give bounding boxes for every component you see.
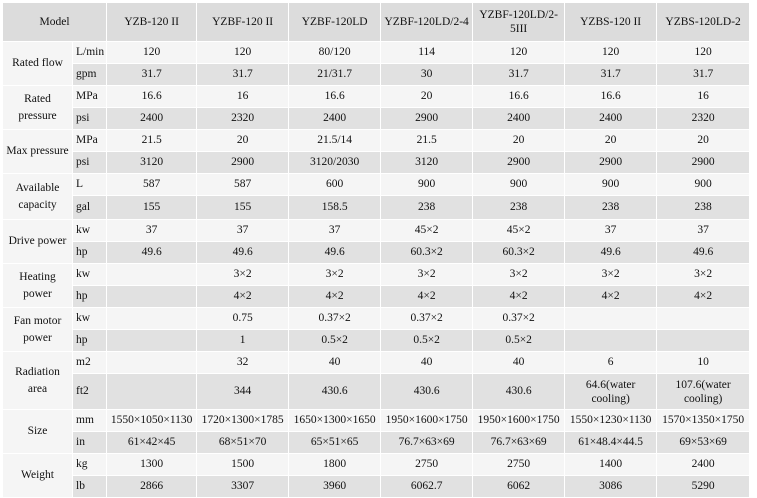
value-cell: 21/31.7 xyxy=(289,64,381,86)
value-cell: 4×2 xyxy=(289,286,381,308)
value-cell: 31.7 xyxy=(657,64,750,86)
unit-cell: kw xyxy=(73,264,107,286)
value-cell: 21.5 xyxy=(381,130,473,152)
value-cell: 45×2 xyxy=(381,220,473,242)
value-cell xyxy=(107,352,197,374)
table-row xyxy=(3,410,750,432)
value-cell: 60.3×2 xyxy=(381,242,473,264)
group-label: Size xyxy=(3,410,73,454)
value-cell: 2400 xyxy=(565,108,657,130)
table-row xyxy=(3,454,750,476)
value-cell: 2400 xyxy=(289,108,381,130)
value-cell: 1 xyxy=(197,330,289,352)
unit-cell: gpm xyxy=(73,64,107,86)
value-cell: 40 xyxy=(473,352,565,374)
value-cell: 1800 xyxy=(289,454,381,476)
value-cell xyxy=(107,286,197,308)
value-cell xyxy=(107,374,197,410)
value-cell: 60.3×2 xyxy=(473,242,565,264)
value-cell: 2900 xyxy=(197,152,289,174)
value-cell: 16.6 xyxy=(289,86,381,108)
table-row xyxy=(3,286,750,308)
value-cell: 600 xyxy=(289,174,381,196)
value-cell: 3×2 xyxy=(473,264,565,286)
unit-cell: L xyxy=(73,174,107,196)
group-label: Weight xyxy=(3,454,73,498)
value-cell: 64.6(water cooling) xyxy=(565,374,657,410)
value-cell: 49.6 xyxy=(107,242,197,264)
table-row xyxy=(3,352,750,374)
value-cell: 37 xyxy=(289,220,381,242)
value-cell: 37 xyxy=(107,220,197,242)
unit-cell: MPa xyxy=(73,130,107,152)
value-cell: 120 xyxy=(657,42,750,64)
unit-cell: in xyxy=(73,432,107,454)
value-cell: 5290 xyxy=(657,476,750,498)
value-cell: 37 xyxy=(565,220,657,242)
spec-table-container xyxy=(2,2,750,498)
value-cell: 10 xyxy=(657,352,750,374)
value-cell: 587 xyxy=(107,174,197,196)
value-cell: 0.5×2 xyxy=(473,330,565,352)
value-cell: 45×2 xyxy=(473,220,565,242)
value-cell: 155 xyxy=(107,196,197,220)
value-cell: 120 xyxy=(107,42,197,64)
value-cell: 238 xyxy=(381,196,473,220)
table-row xyxy=(3,174,750,196)
value-cell: 2866 xyxy=(107,476,197,498)
value-cell: 31.7 xyxy=(565,64,657,86)
value-cell: 21.5/14 xyxy=(289,130,381,152)
value-cell: 155 xyxy=(197,196,289,220)
value-cell: 114 xyxy=(381,42,473,64)
value-cell: 0.75 xyxy=(197,308,289,330)
table-row xyxy=(3,64,750,86)
table-row xyxy=(3,330,750,352)
unit-cell: lb xyxy=(73,476,107,498)
value-cell: 1500 xyxy=(197,454,289,476)
value-cell xyxy=(565,330,657,352)
value-cell: 238 xyxy=(473,196,565,220)
table-row xyxy=(3,308,750,330)
value-cell: 3×2 xyxy=(657,264,750,286)
value-cell: 2750 xyxy=(473,454,565,476)
value-cell: 0.5×2 xyxy=(289,330,381,352)
group-label: Max pressure xyxy=(3,130,73,174)
header-model: YZBF-120 II xyxy=(197,3,289,42)
spec-table-body xyxy=(3,42,750,498)
table-row xyxy=(3,152,750,174)
value-cell: 2400 xyxy=(657,454,750,476)
value-cell: 900 xyxy=(381,174,473,196)
value-cell: 430.6 xyxy=(473,374,565,410)
table-row xyxy=(3,108,750,130)
header-model: YZBS-120 II xyxy=(565,3,657,42)
unit-cell: ft2 xyxy=(73,374,107,410)
unit-cell: hp xyxy=(73,330,107,352)
value-cell: 120 xyxy=(197,42,289,64)
group-label: Rated pressure xyxy=(3,86,73,130)
value-cell: 1550×1050×1130 xyxy=(107,410,197,432)
value-cell xyxy=(107,330,197,352)
table-row xyxy=(3,220,750,242)
value-cell: 20 xyxy=(565,130,657,152)
value-cell: 1550×1230×1130 xyxy=(565,410,657,432)
unit-cell: hp xyxy=(73,286,107,308)
value-cell: 120 xyxy=(565,42,657,64)
value-cell: 37 xyxy=(657,220,750,242)
value-cell: 430.6 xyxy=(289,374,381,410)
table-row xyxy=(3,264,750,286)
value-cell: 16 xyxy=(197,86,289,108)
value-cell: 0.37×2 xyxy=(473,308,565,330)
value-cell: 2400 xyxy=(107,108,197,130)
value-cell: 120 xyxy=(473,42,565,64)
table-row xyxy=(3,476,750,498)
unit-cell: mm xyxy=(73,410,107,432)
value-cell: 40 xyxy=(289,352,381,374)
table-row xyxy=(3,42,750,64)
unit-cell: kg xyxy=(73,454,107,476)
value-cell: 65×51×65 xyxy=(289,432,381,454)
value-cell: 4×2 xyxy=(197,286,289,308)
unit-cell: m2 xyxy=(73,352,107,374)
value-cell: 1950×1600×1750 xyxy=(381,410,473,432)
value-cell: 3120/2030 xyxy=(289,152,381,174)
value-cell: 0.37×2 xyxy=(289,308,381,330)
table-row xyxy=(3,374,750,410)
value-cell: 16.6 xyxy=(107,86,197,108)
value-cell: 3960 xyxy=(289,476,381,498)
value-cell: 31.7 xyxy=(473,64,565,86)
value-cell: 3×2 xyxy=(197,264,289,286)
group-label: Drive power xyxy=(3,220,73,264)
unit-cell: psi xyxy=(73,108,107,130)
value-cell: 3307 xyxy=(197,476,289,498)
value-cell: 344 xyxy=(197,374,289,410)
value-cell: 2320 xyxy=(657,108,750,130)
value-cell: 16.6 xyxy=(565,86,657,108)
value-cell: 49.6 xyxy=(657,242,750,264)
value-cell: 3120 xyxy=(107,152,197,174)
value-cell: 68×51×70 xyxy=(197,432,289,454)
group-label: Radiation area xyxy=(3,352,73,410)
value-cell: 238 xyxy=(565,196,657,220)
value-cell: 61×48.4×44.5 xyxy=(565,432,657,454)
value-cell: 1400 xyxy=(565,454,657,476)
table-row xyxy=(3,86,750,108)
value-cell: 6 xyxy=(565,352,657,374)
value-cell: 2900 xyxy=(657,152,750,174)
value-cell: 61×42×45 xyxy=(107,432,197,454)
value-cell: 76.7×63×69 xyxy=(381,432,473,454)
value-cell: 16.6 xyxy=(473,86,565,108)
value-cell: 4×2 xyxy=(657,286,750,308)
header-model: YZB-120 II xyxy=(107,3,197,42)
value-cell: 1650×1300×1650 xyxy=(289,410,381,432)
value-cell: 69×53×69 xyxy=(657,432,750,454)
value-cell: 2750 xyxy=(381,454,473,476)
value-cell: 0.37×2 xyxy=(381,308,473,330)
header-model: YZBF-120LD/2-4 xyxy=(381,3,473,42)
value-cell: 4×2 xyxy=(565,286,657,308)
unit-cell: MPa xyxy=(73,86,107,108)
unit-cell: L/min xyxy=(73,42,107,64)
value-cell xyxy=(107,308,197,330)
value-cell: 20 xyxy=(657,130,750,152)
value-cell: 40 xyxy=(381,352,473,374)
value-cell: 6062.7 xyxy=(381,476,473,498)
value-cell: 80/120 xyxy=(289,42,381,64)
group-label: Fan motor power xyxy=(3,308,73,352)
value-cell: 0.5×2 xyxy=(381,330,473,352)
value-cell: 3×2 xyxy=(289,264,381,286)
value-cell: 900 xyxy=(565,174,657,196)
value-cell: 430.6 xyxy=(381,374,473,410)
value-cell: 1570×1350×1750 xyxy=(657,410,750,432)
value-cell: 2900 xyxy=(381,108,473,130)
header-model: YZBS-120LD-2 xyxy=(657,3,750,42)
group-label: Heating power xyxy=(3,264,73,308)
value-cell: 3086 xyxy=(565,476,657,498)
group-label: Available capacity xyxy=(3,174,73,220)
group-label: Rated flow xyxy=(3,42,73,86)
value-cell: 31.7 xyxy=(197,64,289,86)
value-cell: 37 xyxy=(197,220,289,242)
value-cell: 1300 xyxy=(107,454,197,476)
value-cell: 30 xyxy=(381,64,473,86)
table-row xyxy=(3,242,750,264)
table-row xyxy=(3,432,750,454)
value-cell: 21.5 xyxy=(107,130,197,152)
value-cell: 76.7×63×69 xyxy=(473,432,565,454)
value-cell: 1950×1600×1750 xyxy=(473,410,565,432)
value-cell: 20 xyxy=(473,130,565,152)
value-cell: 4×2 xyxy=(473,286,565,308)
value-cell: 900 xyxy=(657,174,750,196)
value-cell: 900 xyxy=(473,174,565,196)
value-cell: 4×2 xyxy=(381,286,473,308)
value-cell: 238 xyxy=(657,196,750,220)
unit-cell: hp xyxy=(73,242,107,264)
unit-cell: kw xyxy=(73,220,107,242)
table-row xyxy=(3,130,750,152)
value-cell: 3×2 xyxy=(381,264,473,286)
value-cell: 49.6 xyxy=(289,242,381,264)
value-cell: 49.6 xyxy=(197,242,289,264)
header-model: YZBF-120LD xyxy=(289,3,381,42)
value-cell: 2900 xyxy=(565,152,657,174)
value-cell: 20 xyxy=(381,86,473,108)
table-row xyxy=(3,196,750,220)
value-cell: 16 xyxy=(657,86,750,108)
header-model-label: Model xyxy=(3,3,107,42)
value-cell: 2900 xyxy=(473,152,565,174)
value-cell: 6062 xyxy=(473,476,565,498)
value-cell: 3×2 xyxy=(565,264,657,286)
value-cell: 49.6 xyxy=(565,242,657,264)
value-cell: 31.7 xyxy=(107,64,197,86)
value-cell xyxy=(107,264,197,286)
unit-cell: kw xyxy=(73,308,107,330)
value-cell xyxy=(657,330,750,352)
value-cell: 20 xyxy=(197,130,289,152)
value-cell: 3120 xyxy=(381,152,473,174)
value-cell: 32 xyxy=(197,352,289,374)
value-cell: 2320 xyxy=(197,108,289,130)
value-cell: 1720×1300×1785 xyxy=(197,410,289,432)
spec-table xyxy=(2,2,750,498)
value-cell xyxy=(565,308,657,330)
value-cell: 587 xyxy=(197,174,289,196)
value-cell: 107.6(water cooling) xyxy=(657,374,750,410)
header-model: YZBF-120LD/2-5III xyxy=(473,3,565,42)
unit-cell: gal xyxy=(73,196,107,220)
value-cell: 158.5 xyxy=(289,196,381,220)
header-row xyxy=(3,3,750,42)
value-cell xyxy=(657,308,750,330)
value-cell: 2400 xyxy=(473,108,565,130)
unit-cell: psi xyxy=(73,152,107,174)
